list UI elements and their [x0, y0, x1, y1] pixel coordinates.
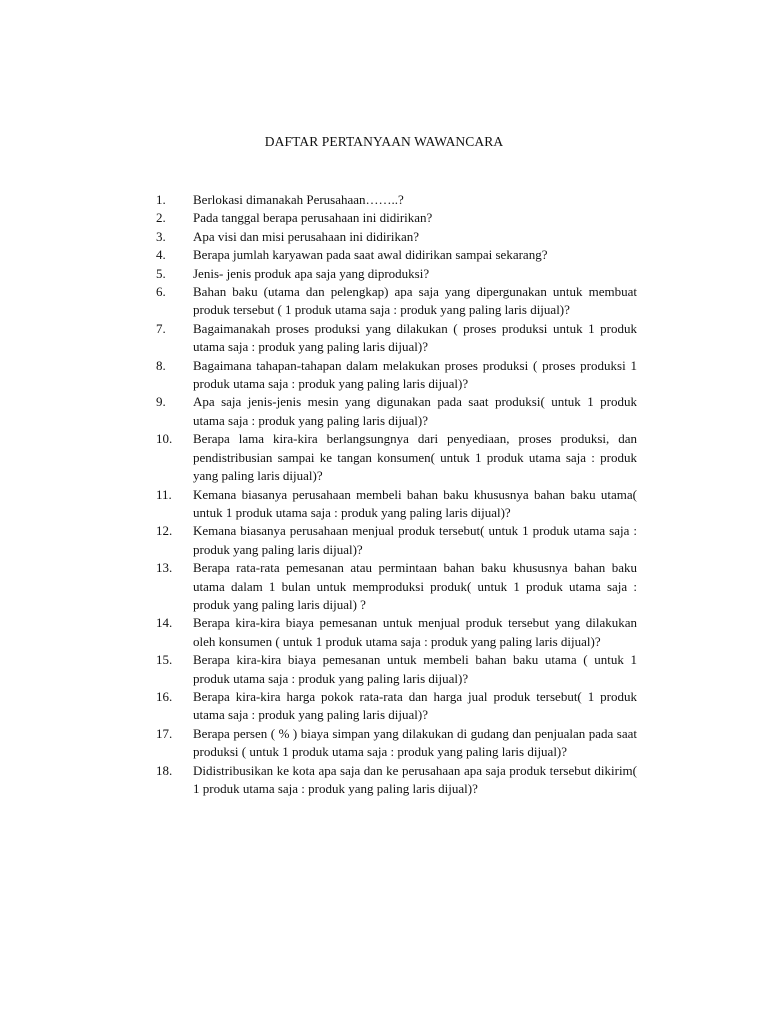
question-number: 6. — [156, 284, 166, 300]
question-number: 15. — [156, 652, 173, 668]
question-text: Berapa kira-kira biaya pemesanan untuk membeli bahan baku utama ( untuk 1 produk utama saja : produk yang paling laris dijual)? — [193, 652, 637, 686]
question-number: 7. — [156, 320, 166, 336]
list-item — [156, 320, 637, 357]
question-number: 5. — [156, 265, 166, 281]
question-number: 3. — [156, 228, 166, 244]
list-item — [156, 246, 637, 264]
question-number: 10. — [156, 431, 173, 447]
question-list — [156, 191, 637, 798]
question-text: Berapa rata-rata pemesanan atau permintaan bahan baku khususnya bahan baku utama dalam 1 bulan untuk memproduksi produk( untuk 1 produk utama saja : produk yang paling laris dijual) ? — [193, 560, 637, 612]
question-number: 4. — [156, 247, 166, 263]
question-text: Berapa kira-kira biaya pemesanan untuk menjual produk tersebut yang dilakukan oleh konsumen ( untuk 1 produk utama saja : produk yang paling laris dijual)? — [193, 615, 637, 649]
list-item — [156, 357, 637, 394]
list-item — [156, 725, 637, 762]
list-item — [156, 265, 637, 283]
question-text: Kemana biasanya perusahaan membeli bahan baku khususnya bahan baku utama( untuk 1 produk utama saja : produk yang paling laris dijual)? — [193, 486, 637, 520]
question-text: Berapa lama kira-kira berlangsungnya dari penyediaan, proses produksi, dan pendistribusian sampai ke tangan konsumen( untuk 1 produk utama saja : produk yang paling laris dijual)? — [193, 431, 637, 484]
question-number: 13. — [156, 560, 173, 576]
list-item — [156, 283, 637, 320]
question-text: Kemana biasanya perusahaan menjual produk tersebut( untuk 1 produk utama saja : produk yang paling laris dijual)? — [193, 523, 637, 557]
list-item — [156, 430, 637, 485]
question-text: Berapa kira-kira harga pokok rata-rata dan harga jual produk tersebut( 1 produk utama saja : produk yang paling laris dijual)? — [193, 688, 637, 723]
list-item — [156, 486, 637, 523]
list-item — [156, 393, 637, 430]
question-text: Didistribusikan ke kota apa saja dan ke perusahaan apa saja produk tersebut dikirim( 1 produk utama saja : produk yang paling laris dijual)? — [193, 762, 637, 796]
question-number: 9. — [156, 394, 166, 410]
question-text: Pada tanggal berapa perusahaan ini didirikan? — [193, 210, 433, 226]
page-title: DAFTAR PERTANYAAN WAWANCARA — [264, 134, 504, 149]
question-number: 18. — [156, 762, 173, 778]
question-text: Bahan baku (utama dan pelengkap) apa saja yang dipergunakan untuk membuat produk tersebut ( 1 produk utama saja : produk yang paling laris dijual)? — [193, 284, 637, 318]
question-text: Apa saja jenis-jenis mesin yang digunakan pada saat produksi( untuk 1 produk utama saja : produk yang paling laris dijual)? — [193, 394, 637, 428]
question-number: 8. — [156, 357, 166, 373]
question-text: Jenis- jenis produk apa saja yang diproduksi? — [193, 265, 430, 281]
question-text: Bagaimanakah proses produksi yang dilakukan ( proses produksi untuk 1 produk utama saja : produk yang paling laris dijual)? — [193, 320, 637, 355]
list-item — [156, 522, 637, 559]
question-text: Berlokasi dimanakah Perusahaan……..? — [193, 192, 404, 207]
question-number: 14. — [156, 615, 173, 631]
list-item — [156, 688, 637, 725]
question-text: Apa visi dan misi perusahaan ini didirikan? — [193, 228, 420, 244]
question-number: 1. — [156, 192, 166, 207]
list-item — [156, 228, 637, 246]
list-item — [156, 209, 637, 227]
question-text: Berapa jumlah karyawan pada saat awal didirikan sampai sekarang? — [193, 247, 548, 263]
question-number: 12. — [156, 523, 173, 539]
question-text: Berapa persen ( % ) biaya simpan yang dilakukan di gudang dan penjualan pada saat produksi ( untuk 1 produk utama saja : produk yang paling laris dijual)? — [193, 725, 637, 760]
question-number: 11. — [156, 486, 172, 502]
question-number: 16. — [156, 688, 173, 704]
question-number: 17. — [156, 725, 173, 741]
list-item — [156, 614, 637, 651]
list-item — [156, 191, 637, 209]
question-number: 2. — [156, 210, 166, 226]
list-item — [156, 651, 637, 688]
list-item — [156, 559, 637, 614]
list-item — [156, 762, 637, 799]
question-text: Bagaimana tahapan-tahapan dalam melakukan proses produksi ( proses produksi 1 produk utama saja : produk yang paling laris dijual)? — [193, 357, 637, 392]
